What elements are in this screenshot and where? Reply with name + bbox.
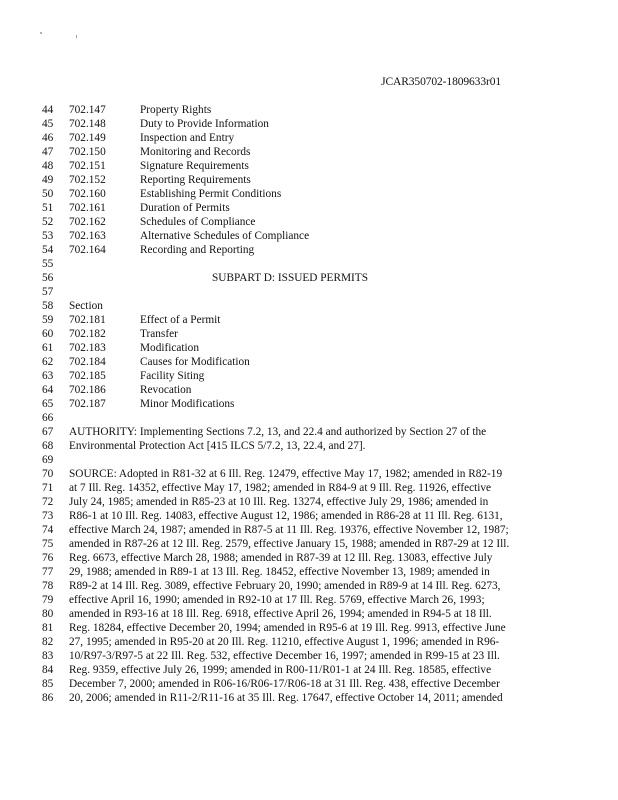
section-title: Reporting Requirements: [140, 174, 251, 186]
section-number: 702.185: [69, 370, 106, 382]
scan-specks: [40, 30, 90, 40]
paragraph-text: Reg. 18284, effective December 20, 1994; amended in R95-6 at 19 Ill. Reg. 9913, effective June: [69, 622, 506, 634]
toc-row: [42, 327, 582, 341]
blank-line: [42, 285, 582, 299]
paragraph-line: [42, 509, 582, 523]
line-number: 69: [42, 454, 54, 466]
line-number: 54: [42, 244, 54, 256]
line-number: 77: [42, 566, 54, 578]
paragraph-line: [42, 551, 582, 565]
line-number: 71: [42, 482, 54, 494]
toc-row: [42, 201, 582, 215]
line-number: 73: [42, 510, 54, 522]
line-number: 78: [42, 580, 54, 592]
line-number: 64: [42, 384, 54, 396]
line-number: 47: [42, 146, 54, 158]
paragraph-text: 29, 1988; amended in R89-1 at 13 Ill. Reg. 18452, effective November 13, 1989; amended in: [69, 566, 490, 578]
line-number: 72: [42, 496, 54, 508]
line-number: 45: [42, 118, 54, 130]
line-number: 66: [42, 412, 54, 424]
paragraph-text: R89-2 at 14 Ill. Reg. 3089, effective February 20, 1990; amended in R89-9 at 14 Ill. Reg. 6273,: [69, 580, 501, 592]
line-number: 53: [42, 230, 54, 242]
section-number: 702.147: [69, 104, 106, 116]
paragraph-text: SOURCE: Adopted in R81-32 at 6 Ill. Reg. 12479, effective May 17, 1982; amended in R82-19: [69, 468, 503, 480]
toc-row: [42, 145, 582, 159]
line-number: 57: [42, 286, 54, 298]
section-number: 702.183: [69, 342, 106, 354]
section-title: Modification: [140, 342, 199, 354]
paragraph-line: [42, 439, 582, 453]
toc-row: [42, 215, 582, 229]
line-number: 85: [42, 678, 54, 690]
section-title: Duty to Provide Information: [140, 118, 269, 130]
blank-line: [42, 257, 582, 271]
section-title: Schedules of Compliance: [140, 216, 256, 228]
paragraph-line: [42, 593, 582, 607]
section-title: Recording and Reporting: [140, 244, 255, 256]
section-number: 702.184: [69, 356, 106, 368]
section-title: Minor Modifications: [140, 398, 235, 410]
paragraph-text: effective April 16, 1990; amended in R92-10 at 17 Ill. Reg. 5769, effective March 26, 1993;: [69, 594, 485, 606]
paragraph-text: R86-1 at 10 Ill. Reg. 14083, effective August 12, 1986; amended in R86-28 at 11 Ill. Reg. 6131,: [69, 510, 503, 522]
line-number: 82: [42, 636, 54, 648]
toc-row: [42, 369, 582, 383]
toc-row: [42, 187, 582, 201]
line-number: 48: [42, 160, 54, 172]
blank-line: [42, 453, 582, 467]
line-number: 44: [42, 104, 54, 116]
section-number: 702.151: [69, 160, 106, 172]
toc-row: [42, 229, 582, 243]
toc-row: [42, 131, 582, 145]
line-number: 61: [42, 342, 54, 354]
paragraph-text: effective March 24, 1987; amended in R87-5 at 11 Ill. Reg. 19376, effective November 12, 1987;: [69, 524, 509, 536]
paragraph-line: [42, 607, 582, 621]
line-number: 70: [42, 468, 54, 480]
line-number: 80: [42, 608, 54, 620]
document-body: [42, 103, 582, 705]
line-number: 79: [42, 594, 54, 606]
section-title: Property Rights: [140, 104, 212, 116]
section-title: Effect of a Permit: [140, 314, 221, 326]
line-number: 86: [42, 692, 54, 704]
paragraph-line: [42, 495, 582, 509]
line-number: 60: [42, 328, 54, 340]
toc-row: [42, 159, 582, 173]
line-number: 51: [42, 202, 54, 214]
line-number: 49: [42, 174, 54, 186]
toc-row: [42, 313, 582, 327]
line-number: 56: [42, 272, 54, 284]
paragraph-text: December 7, 2000; amended in R06-16/R06-17/R06-18 at 31 Ill. Reg. 438, effective December: [69, 678, 500, 690]
section-number: 702.187: [69, 398, 106, 410]
paragraph-text: amended in R87-26 at 12 Ill. Reg. 2579, effective January 15, 1988; amended in R87-29 at 12 Ill.: [69, 538, 510, 550]
toc-row: [42, 173, 582, 187]
line-number: 52: [42, 216, 54, 228]
section-title: Signature Requirements: [140, 160, 249, 172]
section-title: Facility Siting: [140, 370, 205, 382]
line-number: 62: [42, 356, 54, 368]
paragraph-text: Reg. 9359, effective July 26, 1999; amended in R00-11/R01-1 at 24 Ill. Reg. 18585, effective: [69, 664, 492, 676]
toc-row: [42, 355, 582, 369]
blank-line: [42, 411, 582, 425]
line-number: 65: [42, 398, 54, 410]
line-number: 74: [42, 524, 54, 536]
paragraph-line: [42, 621, 582, 635]
toc-row: [42, 243, 582, 257]
section-number: 702.186: [69, 384, 106, 396]
toc-part-b: [42, 313, 582, 411]
section-title: Causes for Modification: [140, 356, 250, 368]
section-title: Inspection and Entry: [140, 132, 235, 144]
authority-paragraph: [42, 425, 582, 453]
paragraph-text: amended in R93-16 at 18 Ill. Reg. 6918, effective April 26, 1994; amended in R94-5 at 18 Ill.: [69, 608, 492, 620]
paragraph-text: at 7 Ill. Reg. 14352, effective May 17, 1982; amended in R84-9 at 9 Ill. Reg. 11926, effective: [69, 482, 492, 494]
line-number: 84: [42, 664, 54, 676]
source-paragraph: [42, 467, 582, 705]
section-number: 702.149: [69, 132, 106, 144]
line-number: 50: [42, 188, 54, 200]
paragraph-line: [42, 649, 582, 663]
section-title: Transfer: [140, 328, 178, 340]
scan-speck: [76, 35, 77, 38]
section-number: 702.161: [69, 202, 106, 214]
toc-row: [42, 397, 582, 411]
paragraph-line: [42, 677, 582, 691]
line-number: 59: [42, 314, 54, 326]
section-number: 702.163: [69, 230, 106, 242]
line-number: 75: [42, 538, 54, 550]
toc-row: [42, 383, 582, 397]
line-number: 83: [42, 650, 54, 662]
section-label: Section: [69, 300, 103, 312]
line-number: 46: [42, 132, 54, 144]
line-number: 55: [42, 258, 54, 270]
section-title: Duration of Permits: [140, 202, 230, 214]
section-title: Alternative Schedules of Compliance: [140, 230, 310, 242]
paragraph-line: [42, 663, 582, 677]
line-number: 58: [42, 300, 54, 312]
line-number: 81: [42, 622, 54, 634]
paragraph-text: AUTHORITY: Implementing Sections 7.2, 13, and 22.4 and authorized by Section 27 of the: [69, 426, 487, 438]
paragraph-line: [42, 579, 582, 593]
line-number: 67: [42, 426, 54, 438]
toc-row: [42, 103, 582, 117]
paragraph-line: [42, 537, 582, 551]
line-number: 63: [42, 370, 54, 382]
subpart-heading-line: [42, 271, 582, 285]
subpart-heading: SUBPART D: ISSUED PERMITS: [212, 272, 368, 284]
section-number: 702.150: [69, 146, 106, 158]
paragraph-text: 10/R97-3/R97-5 at 22 Ill. Reg. 532, effective December 16, 1997; amended in R99-15 at 23 Ill.: [69, 650, 500, 662]
paragraph-line: [42, 691, 582, 705]
paragraph-line: [42, 467, 582, 481]
line-number: 68: [42, 440, 54, 452]
paragraph-text: 27, 1995; amended in R95-20 at 20 Ill. Reg. 11210, effective August 1, 1996; amended in R96-: [69, 636, 500, 648]
toc-row: [42, 341, 582, 355]
paragraph-text: 20, 2006; amended in R11-2/R11-16 at 35 Ill. Reg. 17647, effective October 14, 2011; amended: [69, 692, 503, 704]
paragraph-line: [42, 523, 582, 537]
section-number: 702.164: [69, 244, 106, 256]
toc-row: [42, 117, 582, 131]
section-label-line: [42, 299, 582, 313]
paragraph-text: Environmental Protection Act [415 ILCS 5/7.2, 13, 22.4, and 27].: [69, 440, 366, 452]
paragraph-text: Reg. 6673, effective March 28, 1988; amended in R87-39 at 12 Ill. Reg. 13083, effective July: [69, 552, 493, 564]
section-number: 702.152: [69, 174, 106, 186]
paragraph-text: July 24, 1985; amended in R85-23 at 10 Ill. Reg. 13274, effective July 29, 1986; amended in: [69, 496, 489, 508]
section-title: Monitoring and Records: [140, 146, 251, 158]
scan-speck: [40, 32, 42, 34]
section-number: 702.181: [69, 314, 106, 326]
toc-part-a: [42, 103, 582, 257]
paragraph-line: [42, 635, 582, 649]
section-number: 702.160: [69, 188, 106, 200]
document-id: JCAR350702-1809633r01: [381, 76, 501, 88]
paragraph-line: [42, 425, 582, 439]
paragraph-line: [42, 565, 582, 579]
section-title: Establishing Permit Conditions: [140, 188, 282, 200]
section-number: 702.162: [69, 216, 106, 228]
section-number: 702.182: [69, 328, 106, 340]
paragraph-line: [42, 481, 582, 495]
line-number: 76: [42, 552, 54, 564]
section-number: 702.148: [69, 118, 106, 130]
section-title: Revocation: [140, 384, 192, 396]
